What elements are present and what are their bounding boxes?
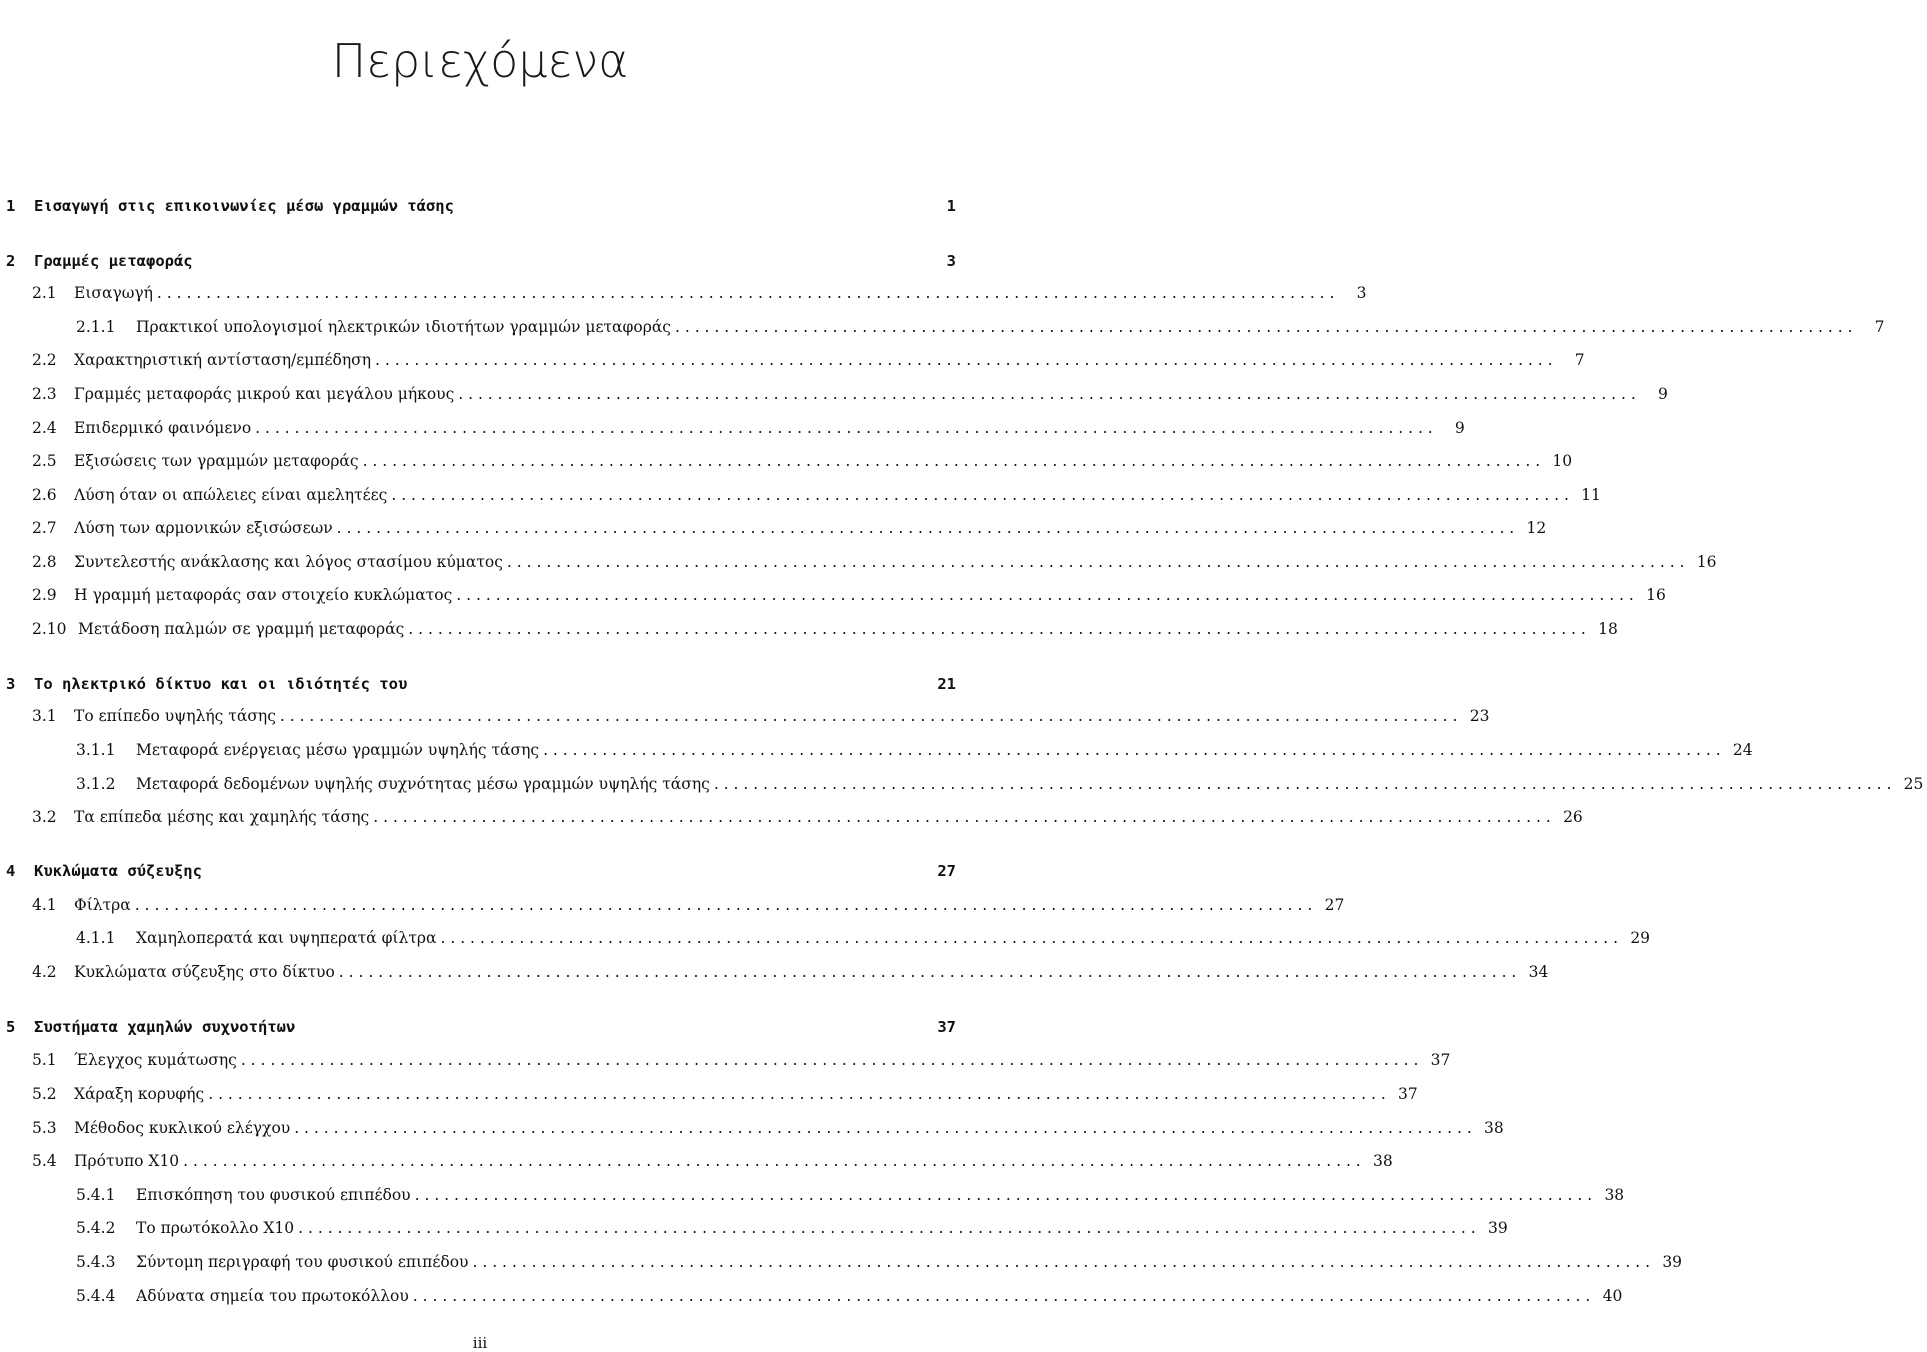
- toc-entry-section[interactable]: [0, 486, 1601, 510]
- toc-entry-title: Χαμηλοπερατά και υψηπερατά φίλτρα: [136, 929, 437, 947]
- toc-dot-leader: . . . . . . . . . . . . . . . . . . . . . . . . . . . . . . . . . . . . . . . . . . . . . . . . . . . . . . . . . . . . . . . . . . . . . . . . . . . . . . . . . . . . . . . . . . . . . . . . . . . . . . . . . . . . . . . . . . . . . . . .: [391, 486, 1569, 504]
- toc-entry-number: 2.10: [32, 620, 67, 638]
- toc-dot-leader: . . . . . . . . . . . . . . . . . . . . . . . . . . . . . . . . . . . . . . . . . . . . . . . . . . . . . . . . . . . . . . . . . . . . . . . . . . . . . . . . . . . . . . . . . . . . . . . . . . . . . . . . . . . . . . . . . . . . . . . .: [362, 452, 1541, 470]
- toc-entry-number: 2.5: [32, 452, 57, 470]
- toc-entry-title: Κυκλώματα σύζευξης: [34, 862, 202, 880]
- toc-entry-subsection[interactable]: [0, 1219, 1508, 1243]
- toc-entry-number: 5.4: [32, 1152, 57, 1170]
- toc-dot-leader: . . . . . . . . . . . . . . . . . . . . . . . . . . . . . . . . . . . . . . . . . . . . . . . . . . . . . . . . . . . . . . . . . . . . . . . . . . . . . . . . . . . . . . . . . . . . . . . . . . . . . . . . . . . . . . . . . . . . . . . .: [506, 553, 1685, 571]
- toc-dot-leader: . . . . . . . . . . . . . . . . . . . . . . . . . . . . . . . . . . . . . . . . . . . . . . . . . . . . . . . . . . . . . . . . . . . . . . . . . . . . . . . . . . . . . . . . . . . . . . . . . . . . . . . . . . . . . . . . . . . . . . . .: [414, 1186, 1593, 1204]
- toc-entry-title: Γραμμές μεταφοράς μικρού και μεγάλου μήκους: [74, 385, 455, 403]
- toc-entry-subsection[interactable]: [0, 741, 1753, 765]
- toc-entry-title: Χάραξη κορυφής: [74, 1085, 205, 1103]
- toc-entry-title: Εισαγωγή στις επικοινωνίες μέσω γραμμών τάσης: [34, 197, 454, 215]
- toc-entry-number: 5.4.3: [76, 1253, 116, 1271]
- toc-entry-title: Συστήματα χαμηλών συχνοτήτων: [34, 1018, 296, 1036]
- toc-dot-leader: . . . . . . . . . . . . . . . . . . . . . . . . . . . . . . . . . . . . . . . . . . . . . . . . . . . . . . . . . . . . . . . . . . . . . . . . . . . . . . . . . . . . . . . . . . . . . . . . . . . . . . . . . . . . . . . . . . . . . . . .: [440, 929, 1619, 947]
- toc-entry-page: 39: [1662, 1253, 1683, 1271]
- toc-entry-title: Συντελεστής ανάκλασης και λόγος στασίμου κύματος: [74, 553, 503, 571]
- toc-entry-number: 4.1.1: [76, 929, 116, 947]
- toc-entry-number: 2.3: [32, 385, 57, 403]
- toc-entry-section[interactable]: [0, 707, 1490, 731]
- toc-entry-title: Εισαγωγή: [74, 284, 153, 302]
- toc-entry-page: 37: [937, 1018, 956, 1036]
- toc-entry-title: Φίλτρα: [74, 896, 131, 914]
- toc-entry-page: 16: [1646, 586, 1666, 604]
- toc-dot-leader: . . . . . . . . . . . . . . . . . . . . . . . . . . . . . . . . . . . . . . . . . . . . . . . . . . . . . . . . . . . . . . . . . . . . . . . . . . . . . . . . . . . . . . . . . . . . . . . . . . . . . . . . . . . . . . . . . . . . . . . .: [458, 385, 1636, 403]
- toc-entry-title: Πρακτικοί υπολογισμοί ηλεκτρικών ιδιοτήτων γραμμών μεταφοράς: [136, 318, 671, 336]
- toc-entry-section[interactable]: [0, 452, 1573, 476]
- toc-entry-title: Επιδερμικό φαινόμενο: [74, 419, 252, 437]
- toc-entry-number: 5.1: [32, 1051, 57, 1069]
- toc-dot-leader: . . . . . . . . . . . . . . . . . . . . . . . . . . . . . . . . . . . . . . . . . . . . . . . . . . . . . . . . . . . . . . . . . . . . . . . . . . . . . . . . . . . . . . . . . . . . . . . . . . . . . . . . . . . . . . . . . . . . . . . .: [373, 808, 1551, 826]
- toc-entry-section[interactable]: [0, 1051, 1451, 1075]
- toc-dot-leader: . . . . . . . . . . . . . . . . . . . . . . . . . . . . . . . . . . . . . . . . . . . . . . . . . . . . . . . . . . . . . . . . . . . . . . . . . . . . . . . . . . . . . . . . . . . . . . . . . . . . . . . . . . . . . . . . . . . . . . . .: [294, 1119, 1472, 1137]
- toc-entry-chapter[interactable]: [0, 197, 960, 221]
- toc-entry-page: 29: [1630, 929, 1651, 947]
- toc-dot-leader: . . . . . . . . . . . . . . . . . . . . . . . . . . . . . . . . . . . . . . . . . . . . . . . . . . . . . . . . . . . . . . . . . . . . . . . . . . . . . . . . . . . . . . . . . . . . . . . . . . . . . . . . . . . . . . . . . . . . . . . .: [713, 775, 1892, 793]
- toc-entry-title: Έλεγχος κυμάτωσης: [74, 1051, 237, 1069]
- toc-entry-number: 2.8: [32, 553, 57, 571]
- toc-entry-page: 24: [1732, 741, 1753, 759]
- toc-entry-section[interactable]: [0, 1152, 1393, 1176]
- toc-entry-page: 12: [1526, 519, 1547, 537]
- toc-entry-number: 2: [6, 252, 16, 270]
- toc-entry-number: 2.6: [32, 486, 57, 504]
- toc-dot-leader: . . . . . . . . . . . . . . . . . . . . . . . . . . . . . . . . . . . . . . . . . . . . . . . . . . . . . . . . . . . . . . . . . . . . . . . . . . . . . . . . . . . . . . . . . . . . . . . . . . . . . . . . . . . . . . . . . . . . . . . .: [408, 620, 1586, 638]
- toc-entry-number: 5.2: [32, 1085, 57, 1103]
- toc-entry-page: 21: [937, 675, 956, 693]
- toc-entry-title: Μετάδοση παλμών σε γραμμή μεταφοράς: [78, 620, 405, 638]
- toc-entry-number: 4.2: [32, 963, 57, 981]
- toc-entry-number: 3.1.2: [76, 775, 116, 793]
- toc-dot-leader: . . . . . . . . . . . . . . . . . . . . . . . . . . . . . . . . . . . . . . . . . . . . . . . . . . . . . . . . . . . . . . . . . . . . . . . . . . . . . . . . . . . . . . . . . . . . . . . . . . . . . . . . . . . . . . . . . . . . . . . .: [134, 896, 1313, 914]
- toc-entry-page: 7: [1874, 318, 1885, 336]
- toc-entry-number: 2.2: [32, 351, 57, 369]
- toc-entry-title: Το ηλεκτρικό δίκτυο και οι ιδιότητές του: [34, 675, 408, 693]
- toc-entry-title: Αδύνατα σημεία του πρωτοκόλλου: [136, 1287, 409, 1305]
- toc-entry-number: 5.4.2: [76, 1219, 116, 1237]
- toc-entry-chapter[interactable]: [0, 252, 960, 276]
- toc-entry-page: 3: [1356, 284, 1367, 302]
- toc-entry-subsection[interactable]: [0, 318, 1885, 342]
- toc-entry-number: 3.1.1: [76, 741, 116, 759]
- toc-dot-leader: . . . . . . . . . . . . . . . . . . . . . . . . . . . . . . . . . . . . . . . . . . . . . . . . . . . . . . . . . . . . . . . . . . . . . . . . . . . . . . . . . . . . . . . . . . . . . . . . . . . . . . . . . . . . . . . . . . . . . . . .: [255, 419, 1433, 437]
- toc-entry-page: 37: [1430, 1051, 1451, 1069]
- toc-entry-page: 34: [1528, 963, 1549, 981]
- toc-entry-page: 38: [1604, 1186, 1625, 1204]
- toc-entry-section[interactable]: [0, 351, 1585, 375]
- toc-entry-section[interactable]: [0, 896, 1345, 920]
- toc-dot-leader: . . . . . . . . . . . . . . . . . . . . . . . . . . . . . . . . . . . . . . . . . . . . . . . . . . . . . . . . . . . . . . . . . . . . . . . . . . . . . . . . . . . . . . . . . . . . . . . . . . . . . . . . . . . . . . . . . . . . . . . .: [412, 1287, 1591, 1305]
- toc-entry-title: Πρότυπο X10: [74, 1152, 180, 1170]
- toc-entry-page: 1: [946, 197, 956, 215]
- toc-entry-page: 3: [946, 252, 956, 270]
- toc-dot-leader: . . . . . . . . . . . . . . . . . . . . . . . . . . . . . . . . . . . . . . . . . . . . . . . . . . . . . . . . . . . . . . . . . . . . . . . . . . . . . . . . . . . . . . . . . . . . . . . . . . . . . . . . . . . . . . . . . . . . . . . .: [543, 741, 1721, 759]
- page-title: Περιεχόμενα: [331, 34, 629, 88]
- toc-entry-number: 5.4.4: [76, 1287, 116, 1305]
- toc-entry-page: 27: [937, 862, 956, 880]
- toc-entry-number: 2.1: [32, 284, 57, 302]
- toc-entry-section[interactable]: [0, 1119, 1504, 1143]
- toc-dot-leader: . . . . . . . . . . . . . . . . . . . . . . . . . . . . . . . . . . . . . . . . . . . . . . . . . . . . . . . . . . . . . . . . . . . . . . . . . . . . . . . . . . . . . . . . . . . . . . . . . . . . . . . . . . . . . . . . . . . . . . . .: [183, 1152, 1361, 1170]
- toc-entry-number: 5: [6, 1018, 16, 1036]
- toc-entry-section[interactable]: [0, 284, 1367, 308]
- toc-entry-title: Επισκόπηση του φυσικού επιπέδου: [136, 1186, 411, 1204]
- toc-entry-number: 3: [6, 675, 16, 693]
- toc-entry-page: 38: [1373, 1152, 1393, 1170]
- toc-entry-subsection[interactable]: [0, 929, 1651, 953]
- toc-entry-number: 5.3: [32, 1119, 57, 1137]
- toc-entry-section[interactable]: [0, 808, 1583, 832]
- toc-entry-page: 9: [1657, 385, 1668, 403]
- toc-dot-leader: . . . . . . . . . . . . . . . . . . . . . . . . . . . . . . . . . . . . . . . . . . . . . . . . . . . . . . . . . . . . . . . . . . . . . . . . . . . . . . . . . . . . . . . . . . . . . . . . . . . . . . . . . . . . . . . . . . . . . . . .: [674, 318, 1853, 336]
- toc-entry-page: 27: [1324, 896, 1345, 914]
- toc-entry-title: Η γραμμή μεταφοράς σαν στοιχείο κυκλώματος: [74, 586, 453, 604]
- toc-entry-title: Χαρακτηριστική αντίσταση/εμπέδηση: [74, 351, 372, 369]
- toc-entry-page: 25: [1903, 775, 1924, 793]
- toc-entry-title: Κυκλώματα σύζευξης στο δίκτυο: [74, 963, 335, 981]
- toc-entry-number: 4: [6, 862, 16, 880]
- toc-dot-leader: . . . . . . . . . . . . . . . . . . . . . . . . . . . . . . . . . . . . . . . . . . . . . . . . . . . . . . . . . . . . . . . . . . . . . . . . . . . . . . . . . . . . . . . . . . . . . . . . . . . . . . . . . . . . . . . . . . . . . . . .: [208, 1085, 1386, 1103]
- toc-entry-page: 18: [1598, 620, 1618, 638]
- toc-entry-title: Το πρωτόκολλο X10: [136, 1219, 295, 1237]
- toc-entry-section[interactable]: [0, 963, 1549, 987]
- toc-entry-page: 39: [1487, 1219, 1508, 1237]
- toc-entry-title: Λύση των αρμονικών εξισώσεων: [74, 519, 333, 537]
- toc-entry-number: 2.9: [32, 586, 57, 604]
- toc-entry-number: 1: [6, 197, 16, 215]
- page-number-footer: iii: [472, 1334, 488, 1352]
- toc-entry-page: 7: [1574, 351, 1585, 369]
- toc-entry-subsection[interactable]: [0, 1253, 1683, 1277]
- toc-entry-page: 11: [1581, 486, 1601, 504]
- toc-entry-title: Μέθοδος κυκλικού ελέγχου: [74, 1119, 291, 1137]
- toc-entry-number: 2.7: [32, 519, 57, 537]
- toc-dot-leader: . . . . . . . . . . . . . . . . . . . . . . . . . . . . . . . . . . . . . . . . . . . . . . . . . . . . . . . . . . . . . . . . . . . . . . . . . . . . . . . . . . . . . . . . . . . . . . . . . . . . . . . . . . . . . . . . . . . . . . . .: [298, 1219, 1476, 1237]
- toc-entry-number: 3.2: [32, 808, 57, 826]
- toc-entry-page: 40: [1602, 1287, 1623, 1305]
- toc-entry-title: Λύση όταν οι απώλειες είναι αμελητέες: [74, 486, 388, 504]
- toc-dot-leader: . . . . . . . . . . . . . . . . . . . . . . . . . . . . . . . . . . . . . . . . . . . . . . . . . . . . . . . . . . . . . . . . . . . . . . . . . . . . . . . . . . . . . . . . . . . . . . . . . . . . . . . . . . . . . . . . . . . . . . . .: [472, 1253, 1651, 1271]
- toc-entry-number: 2.4: [32, 419, 57, 437]
- toc-entry-section[interactable]: [0, 385, 1668, 409]
- toc-dot-leader: . . . . . . . . . . . . . . . . . . . . . . . . . . . . . . . . . . . . . . . . . . . . . . . . . . . . . . . . . . . . . . . . . . . . . . . . . . . . . . . . . . . . . . . . . . . . . . . . . . . . . . . . . . . . . . . . . . . . . . . .: [375, 351, 1553, 369]
- toc-entry-title: Τα επίπεδα μέσης και χαμηλής τάσης: [74, 808, 370, 826]
- toc-entry-number: 3.1: [32, 707, 57, 725]
- toc-entry-number: 2.1.1: [76, 318, 116, 336]
- toc-entry-chapter[interactable]: [0, 1018, 960, 1042]
- toc-dot-leader: . . . . . . . . . . . . . . . . . . . . . . . . . . . . . . . . . . . . . . . . . . . . . . . . . . . . . . . . . . . . . . . . . . . . . . . . . . . . . . . . . . . . . . . . . . . . . . . . . . . . . . . . . . . . . . . . . . . . . . . .: [156, 284, 1335, 302]
- toc-entry-page: 23: [1469, 707, 1490, 725]
- toc-dot-leader: . . . . . . . . . . . . . . . . . . . . . . . . . . . . . . . . . . . . . . . . . . . . . . . . . . . . . . . . . . . . . . . . . . . . . . . . . . . . . . . . . . . . . . . . . . . . . . . . . . . . . . . . . . . . . . . . . . . . . . . .: [279, 707, 1458, 725]
- toc-entry-title: Το επίπεδο υψηλής τάσης: [74, 707, 276, 725]
- toc-entry-subsection[interactable]: [0, 1287, 1623, 1311]
- toc-entry-subsection[interactable]: [0, 1186, 1625, 1210]
- toc-dot-leader: . . . . . . . . . . . . . . . . . . . . . . . . . . . . . . . . . . . . . . . . . . . . . . . . . . . . . . . . . . . . . . . . . . . . . . . . . . . . . . . . . . . . . . . . . . . . . . . . . . . . . . . . . . . . . . . . . . . . . . . .: [456, 586, 1634, 604]
- toc-entry-page: 16: [1696, 553, 1717, 571]
- toc-entry-number: 5.4.1: [76, 1186, 116, 1204]
- toc-entry-page: 10: [1552, 452, 1573, 470]
- toc-entry-page: 37: [1398, 1085, 1418, 1103]
- toc-dot-leader: . . . . . . . . . . . . . . . . . . . . . . . . . . . . . . . . . . . . . . . . . . . . . . . . . . . . . . . . . . . . . . . . . . . . . . . . . . . . . . . . . . . . . . . . . . . . . . . . . . . . . . . . . . . . . . . . . . . . . . . .: [338, 963, 1517, 981]
- toc-entry-title: Σύντομη περιγραφή του φυσικού επιπέδου: [136, 1253, 469, 1271]
- toc-dot-leader: . . . . . . . . . . . . . . . . . . . . . . . . . . . . . . . . . . . . . . . . . . . . . . . . . . . . . . . . . . . . . . . . . . . . . . . . . . . . . . . . . . . . . . . . . . . . . . . . . . . . . . . . . . . . . . . . . . . . . . . .: [240, 1051, 1419, 1069]
- toc-entry-section[interactable]: [0, 620, 1618, 644]
- toc-entry-chapter[interactable]: [0, 862, 960, 886]
- toc-entry-page: 26: [1563, 808, 1583, 826]
- toc-entry-page: 38: [1484, 1119, 1504, 1137]
- toc-entry-section[interactable]: [0, 553, 1717, 577]
- toc-entry-page: 9: [1454, 419, 1465, 437]
- toc-entry-section[interactable]: [0, 586, 1666, 610]
- toc-entry-number: 4.1: [32, 896, 57, 914]
- toc-entry-title: Γραμμές μεταφοράς: [34, 252, 193, 270]
- toc-entry-section[interactable]: [0, 1085, 1418, 1109]
- toc-entry-section[interactable]: [0, 519, 1547, 543]
- toc-entry-subsection[interactable]: [0, 775, 1924, 799]
- toc-entry-title: Μεταφορά ενέργειας μέσω γραμμών υψηλής τάσης: [136, 741, 540, 759]
- toc-entry-title: Μεταφορά δεδομένων υψηλής συχνότητας μέσω γραμμών υψηλής τάσης: [136, 775, 710, 793]
- toc-dot-leader: . . . . . . . . . . . . . . . . . . . . . . . . . . . . . . . . . . . . . . . . . . . . . . . . . . . . . . . . . . . . . . . . . . . . . . . . . . . . . . . . . . . . . . . . . . . . . . . . . . . . . . . . . . . . . . . . . . . . . . . .: [336, 519, 1515, 537]
- toc-entry-title: Εξισώσεις των γραμμών μεταφοράς: [74, 452, 359, 470]
- toc-entry-chapter[interactable]: [0, 675, 960, 699]
- toc-entry-section[interactable]: [0, 419, 1465, 443]
